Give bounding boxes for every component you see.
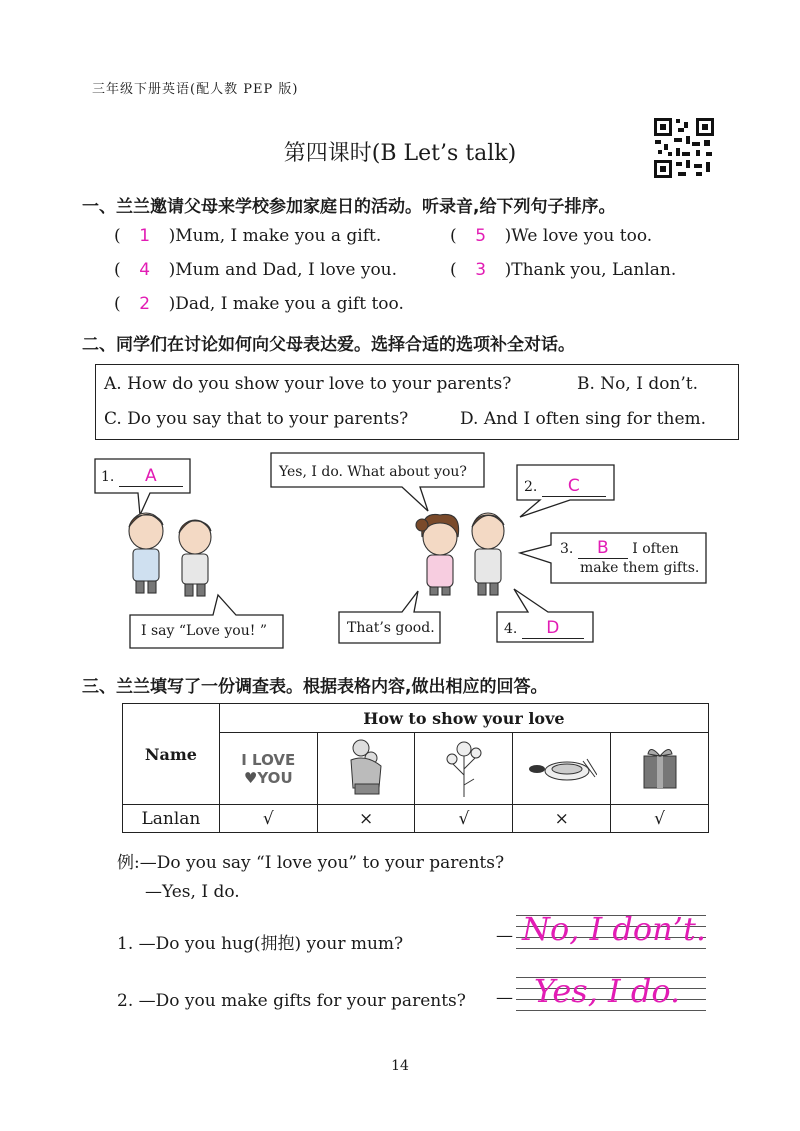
bubble-3-answer[interactable]: B (578, 538, 628, 559)
option-d: D. And I often sing for them. (460, 409, 707, 429)
card-text-line-1: I LOVE (241, 750, 296, 769)
order-answer[interactable]: 1 (139, 226, 151, 246)
bubble-say-text: I say “Love you! ” (141, 623, 267, 639)
order-item-2: ( 2 )Dad, I make you a gift too. (114, 294, 404, 314)
bubble-2-content: 2. C (524, 476, 606, 497)
answer-1-dash: — (496, 926, 513, 946)
question-1: 1. —Do you hug(拥抱) your mum? (117, 934, 404, 954)
girl-boy-pair-picture (416, 513, 504, 595)
speech-bubble-yes (271, 453, 484, 511)
mark-cell: √ (415, 805, 513, 833)
mark-cell: √ (219, 805, 317, 833)
answer-2-handwritten[interactable]: Yes, I do. (534, 972, 681, 1010)
bubble-4-answer[interactable]: D (522, 618, 584, 639)
mark-cell: √ (611, 805, 709, 833)
group-header: How to show your love (219, 704, 708, 733)
food-plate-picture-icon (513, 733, 611, 805)
name-header: Name (123, 704, 220, 805)
section3-instruction: 三、兰兰填写了一份调查表。根据表格内容,做出相应的回答。 (82, 677, 548, 697)
order-answer[interactable]: 5 (475, 226, 487, 246)
order-answer[interactable]: 4 (139, 260, 151, 280)
order-item-4: ( 4 )Mum and Dad, I love you. (114, 260, 398, 280)
answer-1-handwritten[interactable]: No, I don’t. (522, 910, 706, 948)
gift-box-picture-icon (611, 733, 709, 805)
survey-table (122, 703, 709, 833)
question-2: 2. —Do you make gifts for your parents? (117, 991, 466, 1011)
page-number: 14 (391, 1058, 409, 1074)
section2-instruction: 二、同学们在讨论如何向父母表达爱。选择合适的选项补全对话。 (82, 335, 575, 355)
bubble-1-answer[interactable]: A (119, 466, 183, 487)
mark-cell: × (513, 805, 611, 833)
flower-picture-icon (415, 733, 513, 805)
card-text-line-2: YOU (257, 768, 293, 787)
order-answer[interactable]: 3 (475, 260, 487, 280)
hug-picture-icon (317, 733, 415, 805)
bubble-3-content: 3. B I often (560, 538, 679, 558)
option-c: C. Do you say that to your parents? (104, 409, 409, 429)
bubble-yes-text: Yes, I do. What about you? (279, 464, 467, 480)
order-answer[interactable]: 2 (139, 294, 151, 314)
row-name: Lanlan (123, 805, 220, 833)
example-answer: —Yes, I do. (145, 882, 240, 902)
bubble-good-text: That’s good. (347, 620, 435, 636)
order-item-3: ( 3 )Thank you, Lanlan. (450, 260, 677, 280)
example-question: 例:—Do you say “I love you” to your parents? (117, 853, 505, 873)
lesson-title: 第四课时(B Let’s talk) (283, 141, 517, 166)
bubble-1-content: 1. A (101, 466, 183, 487)
bubble-2-answer[interactable]: C (542, 476, 606, 497)
order-item-1: ( 1 )Mum, I make you a gift. (114, 226, 382, 246)
bubble-3-line2: make them gifts. (580, 560, 700, 576)
boys-pair-picture (129, 513, 211, 596)
option-b: B. No, I don’t. (577, 374, 699, 394)
book-header: 三年级下册英语(配人教 PEP 版) (92, 82, 299, 97)
order-item-5: ( 5 )We love you too. (450, 226, 653, 246)
qr-code-icon[interactable] (652, 116, 716, 180)
speech-bubble-say (130, 595, 283, 648)
section1-instruction: 一、兰兰邀请父母来学校参加家庭日的活动。听录音,给下列句子排序。 (82, 197, 616, 217)
bubble-4-content: 4. D (504, 618, 584, 639)
option-a: A. How do you show your love to your parents? (104, 374, 512, 394)
answer-2-dash: — (496, 988, 513, 1008)
mark-cell: × (317, 805, 415, 833)
i-love-you-card-icon: I LOVE ♥YOU (219, 733, 317, 805)
